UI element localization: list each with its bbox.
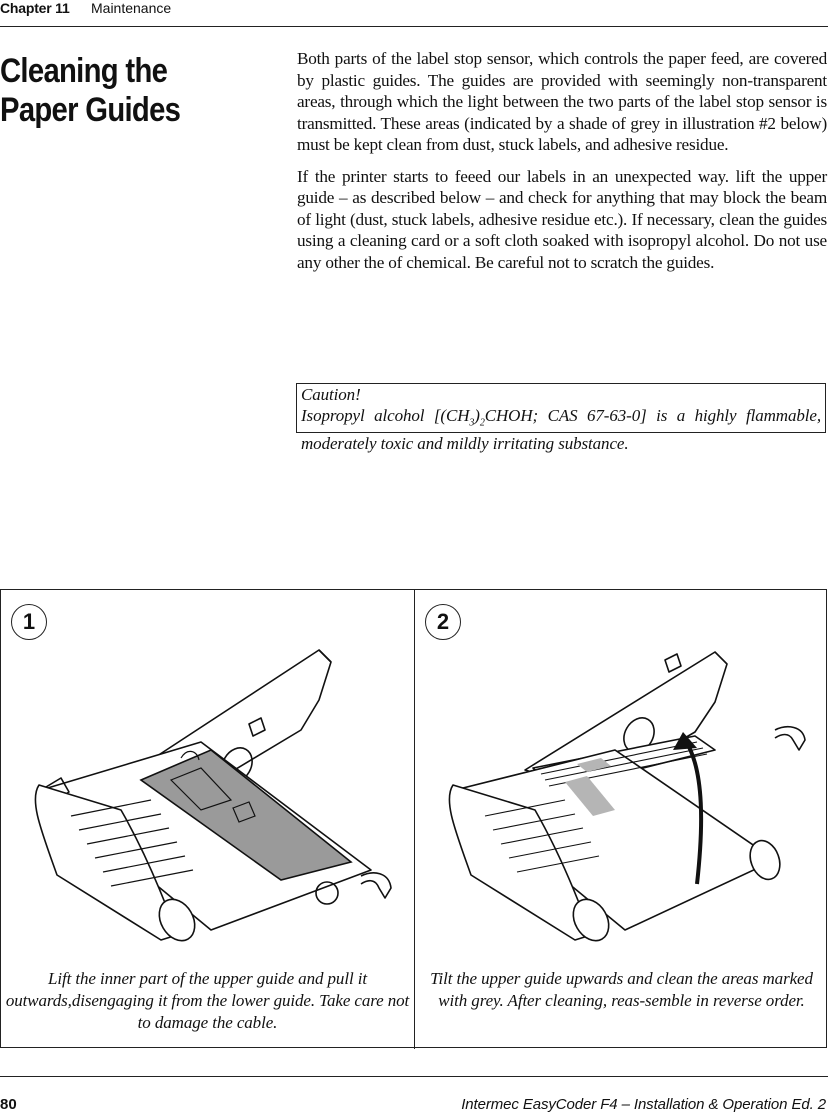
step-number-badge: 2 xyxy=(425,604,461,640)
illustration-panel-2 xyxy=(415,590,828,1049)
footer-doc-title: Intermec EasyCoder F4 – Installation & Operation Ed. 2 xyxy=(461,1096,826,1113)
page-number: 80 xyxy=(0,1096,17,1113)
section-title xyxy=(0,52,198,130)
page-header xyxy=(0,0,828,27)
step-number-badge: 1 xyxy=(11,604,47,640)
caution-text-mid: ) xyxy=(474,406,480,425)
caution-text-start: Isopropyl alcohol [(CH xyxy=(301,406,470,425)
printer-guide-drawing-1 xyxy=(1,640,414,960)
caution-subscript-2: 2 xyxy=(479,417,485,429)
section-title-line-1: Cleaning the xyxy=(0,52,168,90)
caption-2: Tilt the upper guide upwards and clean the areas marked with grey. After cleaning, reas-semble in reverse order. xyxy=(430,969,813,1010)
illustration-panel-1 xyxy=(1,590,414,1049)
page-footer-rule xyxy=(0,1076,828,1077)
caution-text-end: CHOH; CAS 67-63-0] is a highly flammable, moderately toxic and mildly irritating substance. xyxy=(301,406,821,454)
caution-box xyxy=(296,383,826,454)
body-text xyxy=(297,48,827,283)
chapter-label: Chapter 11 xyxy=(0,0,70,16)
caution-subscript-1: 3 xyxy=(469,417,475,429)
paragraph-2: If the printer starts to feeed our labels in an unexpected way. lift the upper guide – as described below – and check for anything that may block the beam of light (dust, stuck labels, adhesive residue etc.). If necessary, clean the guides using a cleaning card or a soft cloth soaked with isopropyl alcohol. Do not use any other the of chemical. Be careful not to scratch the guides. xyxy=(297,166,827,272)
chapter-title: Maintenance xyxy=(91,0,172,16)
printer-guide-drawing-2 xyxy=(415,640,828,960)
illustration-figure xyxy=(0,589,827,1048)
caution-heading: Caution! xyxy=(301,385,361,404)
caution-text xyxy=(301,405,821,454)
paragraph-1: Both parts of the label stop sensor, which controls the paper feed, are covered by plastic guides. The guides are provided with seemingly non-transparent areas, through which the light between the two parts of the label stop sensor is transmitted. These areas (indicated by a shade of grey in illustration #2 below) must be kept clean from dust, stuck labels, and adhesive residue. xyxy=(297,49,827,154)
caption-1: Lift the inner part of the upper guide and pull it outwards,disengaging it from the lower guide. Take care not to damage the cable. xyxy=(5,969,410,1032)
section-title-line-2: Paper Guides xyxy=(0,91,181,129)
